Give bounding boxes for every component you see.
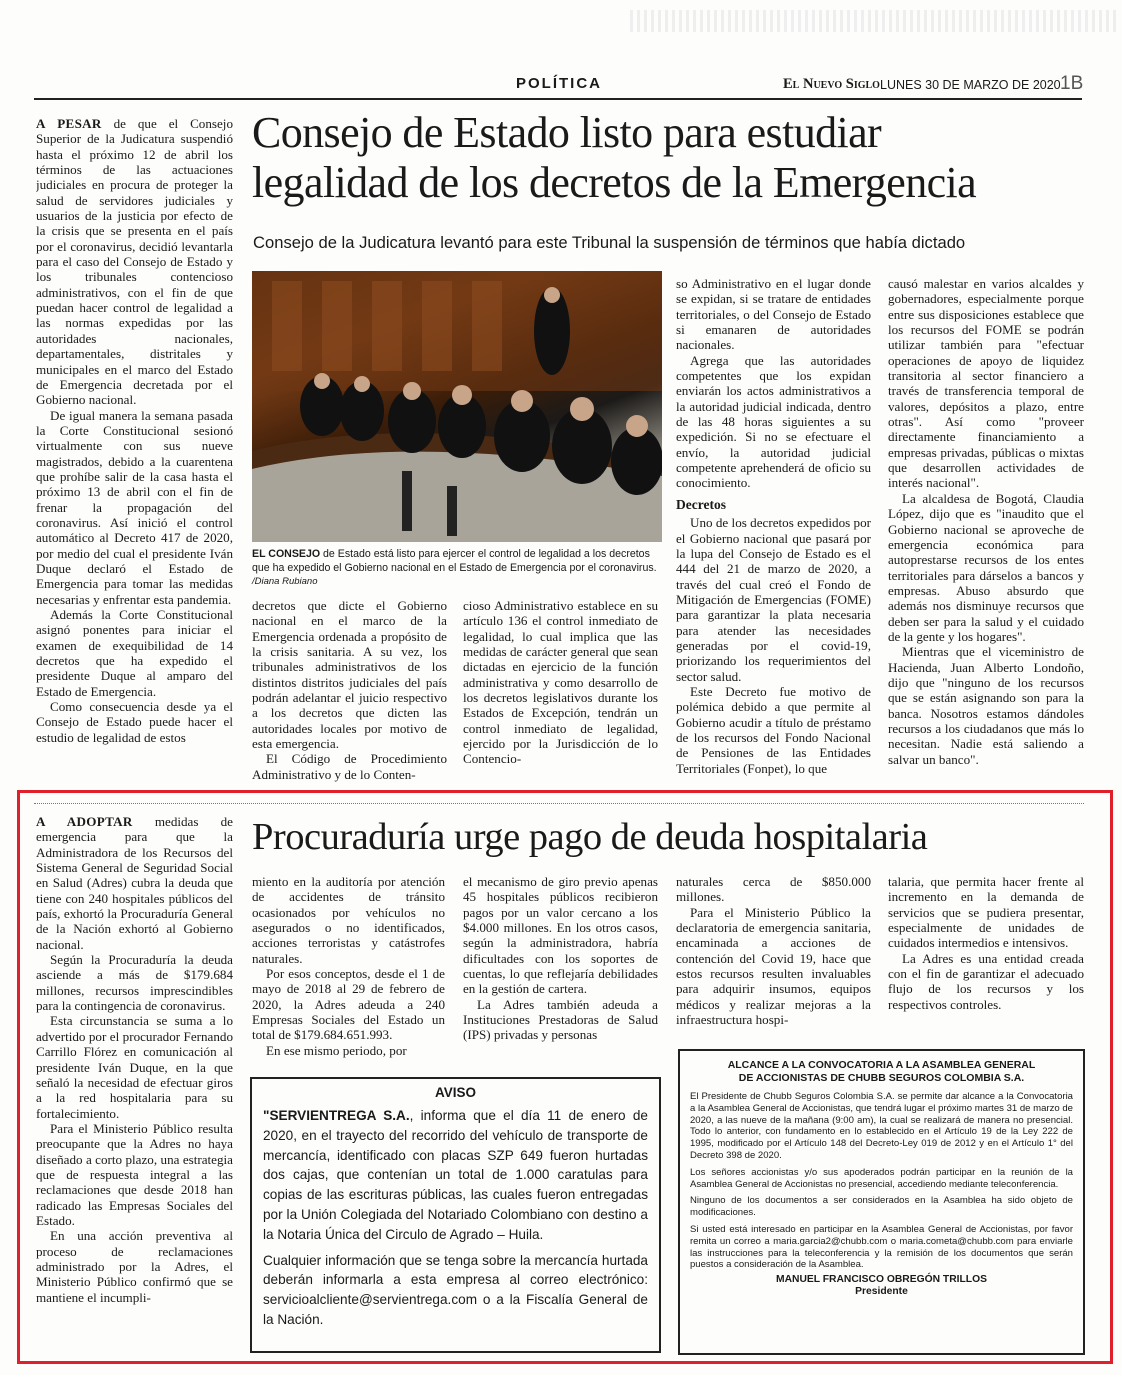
page-number: 1B <box>1060 73 1084 94</box>
article1-col5-p2: La alcaldesa de Bogotá, Claudia López, dijo que es "inaudito que el Gobierno nacional se aproveche de emergencia económica para autoprestarse recursos de los entes territoriales para dárselos a bancos y empresas. Abuso absurdo que además nos disminuye recursos que deben ser para la salud y el cuidado de la gente y los hogares". <box>888 490 1084 644</box>
article1-headline <box>252 108 1082 208</box>
chubb-signer: MANUEL FRANCISCO OBREGÓN TRILLOS <box>776 1274 987 1286</box>
article2-col1-p5: En una acción preventiva al proceso de reclamaciones administrado por la Adres, el Ministerio Público confirmó que se mantiene el incumpli- <box>36 1228 233 1305</box>
article1-col5-p1: causó malestar en varios alcaldes y gobernadores, especialmente porque entre sus disposiciones establece que los recursos del FOME se podrán utilizar también para "efectuar operaciones de apoyo de liquidez transitoria al sector financiero a través de transferencia temporal de valores, depósitos a plazo, entre otras". Así como "proveer directamente financiamiento a empresas privadas, públicas o mixtas que desarrollen actividades de interés nacional". <box>888 276 1084 491</box>
article1-col5-p3: Mientras que el viceministro de Hacienda, Juan Alberto Londoño, dijo que "ninguno de los recursos que se están asignando son para la banca. Nosotros estamos dándoles recursos a los ciudadanos que más lo necesitan. Nadie está saliendo a salvar un banco". <box>888 644 1084 767</box>
aviso-p2: Cualquier información que se tenga sobre la mercancía hurtada deberán informarla a esta empresa al correo electrónico: servicioalcliente@servientrega.com o a la Fiscalía General de la Nación. <box>263 1252 648 1327</box>
article2-column-5 <box>888 874 1084 1034</box>
dotted-separator <box>34 803 1084 804</box>
caption-text: de Estado está listo para ejercer el control de legalidad a los decretos que ha expedido el Gobierno nacional en el Estado de Emergencia por el coronavirus. <box>252 548 657 574</box>
issue-date: LUNES 30 DE MARZO DE 2020 <box>880 78 1061 92</box>
article1-col2-p2: El Código de Procedimiento Administrativo y de lo Conten- <box>252 751 447 782</box>
article2-col5-p1: talaria, que permita hacer frente al incremento en la demanda de servicios que se pudiera presentar, especialmente de unidades de cuidados intermedios e intensivos. <box>888 874 1084 951</box>
article1-subhead: Consejo de la Judicatura levantó para este Tribunal la suspensión de términos que había dictado <box>253 233 966 252</box>
article1-col1-p4: Como consecuencia desde ya el Consejo de Estado puede hacer el estudio de legalidad de estos <box>36 699 233 745</box>
article2-col2-p3: En ese mismo periodo, por <box>266 1042 407 1058</box>
paper-name: El Nuevo Siglo <box>783 76 880 92</box>
aviso-title: AVISO <box>434 1085 476 1100</box>
article1-col3-p1: cioso Administrativo establece en su artículo 136 el control inmediato de legalidad, lo cual implica que las medidas de carácter general que sean dictadas en ejercicio de la función administrativa y como desarrollo de los decretos legislativos durante los Estados de Excepción, tendrán un control inmediato de legalidad, ejercido por la Jurisdicción de lo Contencio- <box>463 598 658 767</box>
article2-col2-p1: miento en la auditoría por atención de accidentes de tránsito ocasionados por vehículos no asegurados o no identificados, acciones terroristas y catástrofes naturales. <box>252 874 445 966</box>
photo-credit: /Diana Rubiano <box>252 576 318 588</box>
aviso-body <box>263 1106 648 1245</box>
caption-lead: EL CONSEJO <box>252 548 321 560</box>
photo-caption <box>252 548 662 589</box>
article2-col1-p4: Para el Ministerio Público resulta preocupante que la Adres no haya diseñado a corto plazo, una estrategia que de respuesta integral a las reclamaciones que desde 2018 han radicado las Empresas Sociales del Estado. <box>36 1120 233 1228</box>
article2-headline: Procuraduría urge pago de deuda hospitalaria <box>252 816 928 858</box>
article2-col5-p2: La Adres es una entidad creada con el fin de garantizar el adecuado flujo de los recursos y los respectivos controles. <box>888 950 1084 1012</box>
article1-col1-p1: de que el Consejo Superior de la Judicatura suspendió hasta el próximo 12 de abril los términos de las actuaciones judiciales en procura de proteger la salud de servidores judiciales y usuarios de la justicia por efecto de la crisis que se presenta en el país por el coronavirus, decidió levantarla para el caso del Consejo de Estado y los tribunales contencioso administrativos, con el fin de que puedan hacer control de legalidad a las normas expedidas por las autoridades nacionales, departamentales, distritales y municipales en el marco del Estado de Emergencia decretada por el Gobierno nacional. <box>36 116 233 408</box>
chubb-p4: Si usted está interesado en participar en la Asamblea General de Accionistas, por favor remita un correo a maria.garcia2@chubb.com o maria.cometa@chubb.com para enviarle las instrucciones para la teleconferencia y la remisión de los documentos que serán puestos a consideración de la Asamblea. <box>690 1223 1073 1271</box>
headline-line-2: legalidad de los decretos de la Emergencia <box>252 158 977 207</box>
scan-artifact <box>630 10 1120 32</box>
article1-col2-p1: decretos que dicte el Gobierno nacional en el marco de la Emergencia ordenada a propósito de la crisis sanitaria. A su vez, los tribunales administrativos de los distintos distritos judiciales del país podrán adelantar el juicio respectivo a los decretos que dicten las autoridades locales por motivo de esta emergencia. <box>252 598 447 752</box>
headline-line-1: Consejo de Estado listo para estudiar <box>252 108 882 157</box>
article1-col4-p3: Uno de los decretos expedidos por el Gobierno nacional que pasará por la lupa del Consejo de Estado es el 444 del 21 de marzo de 2020, a través del cual creó el Fondo de Mitigación de Emergencias (FOME) para garantizar la plata necesaria para atender las necesidades generadas por el covid-19, priorizando los requerimientos del sector salud. <box>676 515 871 684</box>
article2-column-4 <box>676 874 871 1034</box>
chubb-p1: El Presidente de Chubb Seguros Colombia S.A. se permite dar alcance a la Convocatoria a la Asamblea General de Accionistas, que tendrá lugar el próximo martes 31 de marzo de 2020, a las nueve de la mañana (9:00 am), la cual se realizará de manera no presencial. Todo lo anterior, con fundamento en lo establecido en el Artículo 19 de la Ley 222 de 1995, modificado por el Artículo 148 del Decreto-Ley 019 de 2012 y en el Artículo 1° del Decreto 398 de 2020. <box>690 1091 1073 1161</box>
chubb-notice <box>678 1049 1085 1355</box>
article1-lead: A PESAR <box>36 116 102 131</box>
chubb-title-2: DE ACCIONISTAS DE CHUBB SEGUROS COLOMBIA S.A. <box>738 1072 1025 1084</box>
article2-col2-p2: Por esos conceptos, desde el 1 de mayo de 2018 al 29 de febrero de 2020, la Adres adeuda a 240 Empresas Sociales del Estado un total de $179.684.651.993. <box>252 966 445 1043</box>
article2-col1-p3: Esta circunstancia se suma a lo advertido por el procurador Fernando Carrillo Flórez en comunicación al presidente Iván Duque, en la que señaló la necesidad de efectuar giros a la red hospitalaria para su fortalecimiento. <box>36 1013 233 1121</box>
article1-column-5 <box>888 276 1084 788</box>
article2-lead: A ADOPTAR <box>36 814 133 829</box>
section-name: POLÍTICA <box>516 75 602 92</box>
aviso-company: "SERVIENTREGA S.A. <box>263 1108 410 1123</box>
article1-col4-p2: Agrega que las autoridades competentes que los expidan enviarán los actos administrativos a la autoridad judicial indicada, dentro de las 48 horas siguientes a su expedición. Si no se efectuare el envío, la autoridad judicial competente aprehenderá de oficio su conocimiento. <box>676 352 871 491</box>
aviso-ad <box>250 1077 661 1353</box>
article1-column-3 <box>463 598 658 788</box>
chubb-p2: Los señores accionistas y/o sus apoderados podrán participar en la reunión de la Asamblea General de Accionistas no presencial, accediendo mediante teleconferencia. <box>690 1166 1073 1190</box>
header-rule <box>34 98 1082 100</box>
article2-column-3 <box>463 874 658 1060</box>
article2-col4-p1: naturales cerca de $850.000 millones. <box>676 874 871 905</box>
article1-col4-subhead: Decretos <box>676 496 726 512</box>
photo-illustration <box>252 271 662 542</box>
article1-col4-p4: Este Decreto fue motivo de polémica debido a que permite al Gobierno acudir a título de préstamo de los recursos del Fondo Nacional de Pensiones de las Entidades Territoriales (Fonpet), lo que <box>676 683 871 776</box>
chubb-title-1: ALCANCE A LA CONVOCATORIA A LA ASAMBLEA GENERAL <box>727 1059 1036 1071</box>
article2-col1-p1: medidas de emergencia para que la Administradora de los Recursos del Sistema General de Seguridad Social en Salud (Adres) cubra la deuda que tiene con 240 hospitales públicos del país, exhortó la Procuraduría General de la Nación exhortó al Gobierno nacional. <box>36 814 233 952</box>
article2-col1-p2: Según la Procuraduría la deuda asciende a más de $179.684 millones, recursos imprescindibles para la contingencia de coronavirus. <box>36 952 233 1014</box>
article1-column-2 <box>252 598 447 788</box>
article1-column-4 <box>676 276 871 788</box>
article1-col4-p1: so Administrativo en el lugar donde se expidan, si se tratare de entidades territoriales, o del Consejo de Estado si emanaren de autoridades nacionales. <box>676 276 871 353</box>
chubb-signer-title: Presidente <box>855 1286 908 1298</box>
aviso-p1: , informa que el día 11 de enero de 2020, en el trayecto del recorrido del vehículo de transporte de mercancía, identificado con placas SZP 649 fueron hurtadas dos cajas, que contenían un total de 1.000 caratulas para copias de las escrituras públicas, las cuales fueron entregadas por la Unión Colegiada del Notariado Colombiano con destino a la Notaria Única del Circulo de Agrado – Huila. <box>263 1108 648 1242</box>
article1-column-1 <box>36 116 233 788</box>
article2-col3-p2: La Adres también adeuda a Instituciones Prestadoras de Salud (IPS) privadas y personas <box>463 996 658 1043</box>
article2-col3-p1: el mecanismo de giro previo apenas 45 hospitales públicos recibieron pagos por un valor cercano a los $4.000 millones. En los otros casos, según la administradora, habría dificultades con los soportes de cuentas, lo que reflejaría debilidades en la gestión de cartera. <box>463 874 658 997</box>
chubb-p3: Ninguno de los documentos a ser considerados en la Asamblea ha sido objeto de modificaciones. <box>690 1195 1073 1219</box>
article2-column-1 <box>36 814 233 1359</box>
article1-col1-p3: Además la Corte Constitucional asignó ponentes para iniciar el examen de exequibilidad de 14 decretos que ha expedido el presidente Duque al amparo del Estado de Emergencia. <box>36 607 233 699</box>
article2-col4-p2: Para el Ministerio Público la declaratoria de emergencia sanitaria, encaminada a acciones de contención del Covid 19, hace que estos recursos resulten invaluables para adquirir insumos, equipos médicos y realizar mejoras a la infraestructura hospi- <box>676 904 871 1028</box>
court-photo <box>252 271 662 542</box>
article1-col1-p2: De igual manera la semana pasada la Corte Constitucional sesionó virtualmente con sus nueve magistrados, debido a la cuarentena que prohíbe salir de la casa hasta el próximo 13 de abril con el fin de frenar la propagación del coronavirus. Así inició el control automático al Decreto 417 de 2020, por medio del cual el presidente Iván Duque declaró el Estado de Emergencia para tomar las medidas necesarias y enfrentar esta pandemia. <box>36 407 233 607</box>
article2-column-2 <box>252 874 445 1060</box>
